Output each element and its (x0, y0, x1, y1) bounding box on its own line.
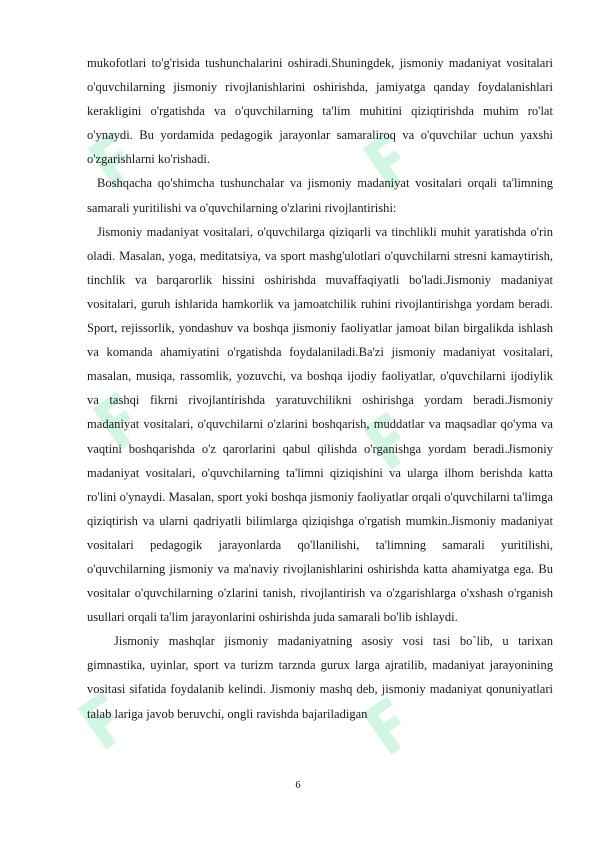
body-text (87, 51, 553, 726)
paragraph-4: Jismoniy mashqlar jismoniy madaniyatning asosiy vosi tasi bo`lib, u tarixan gimnastika, uyinlar, sport va turizm tarznda gurux larga ajratilib, madaniyat jarayonining vositasi sifatida foydalanib kelindi. Jismoniy mashq deb, jismoniy madaniyat qonuniyatlari talab lariga javob beruvchi, ongli ravishda bajariladigan (87, 634, 553, 721)
paragraph-2: Boshqacha qo'shimcha tushunchalar va jismoniy madaniyat vositalari orqali ta'limning samarali yuritilishi va o'quvchilarning o'zlarini rivojlantirishi: (87, 176, 553, 215)
paragraph-1: mukofotlari to'g'risida tushunchalarini oshiradi.Shuningdek, jismoniy madaniyat vositalari o'quvchilarning jismoniy rivojlanishlarini oshirishda, jamiyatga qanday foydalanishlari kerakligini o'rgatishda va o'quvchilarning ta'lim muhitini qiziqtirishda muhim ro'lat o'ynaydi. Bu yordamida pedagogik jarayonlar samaraliroq va o'quvchilar uchun yaxshi o'zgarishlarni ko'rishadi. (87, 56, 553, 167)
page-number: 6 (295, 780, 301, 791)
paragraph-3: Jismoniy madaniyat vositalari, o'quvchilarga qiziqarli va tinchlikli muhit yaratishda o'rin oladi. Masalan, yoga, meditatsiya, va sport mashg'ulotlari o'quvchilarni stresni kamaytirish, tinchlik va barqarorlik hissini oshirishda muvaffaqiyatli bo'ladi.Jismoniy madaniyat vositalari, guruh ishlarida hamkorlik va jamoatchilik ruhini rivojlantirishga yordam beradi. Sport, rejissorlik, yondashuv va boshqa jismoniy faoliyatlar jamoat bilan birgalikda ishlash va komanda ahamiyatini o'rgatishda foydalaniladi.Ba'zi jismoniy madaniyat vositalari, masalan, musiqa, rassomlik, yozuvchi, va boshqa ijodiy faoliyatlar, o'quvchilarni ijodiylik va tashqi fikrni rivojlantirishda yaratuvchilikni oshirishga yordam beradi.Jismoniy madaniyat vositalari, o'quvchilarni o'zlarini boshqarish, muddatlar va maqsadlar qo'yma va vaqtini boshqarishda o'z qarorlarini qabul qilishda o'rganishga yordam beradi.Jismoniy madaniyat vositalari, o'quvchilarning ta'limni qiziqishini va ularga ilhom berishda katta ro'lini o'ynaydi. Masalan, sport yoki boshqa jismoniy faoliyatlar orqali o'quvchilarni ta'limga qiziqtirish va ularni qadriyatli bilimlarga qiziqishga o'rgatish mumkin.Jismoniy madaniyat vositalari pedagogik jarayonlarda qo'llanilishi, ta'limning samarali yuritilishi, o'quvchilarning jismoniy va ma'naviy rivojlanishlarini oshirishda katta ahamiyatga ega. Bu vositalar o'quvchilarning o'zlarini tanish, rivojlantirish va o'zgarishlarga o'xshash o'rganish usullari orqali ta'lim jarayonlarini oshirishda juda samarali bo'lib ishlaydi. (87, 224, 553, 625)
